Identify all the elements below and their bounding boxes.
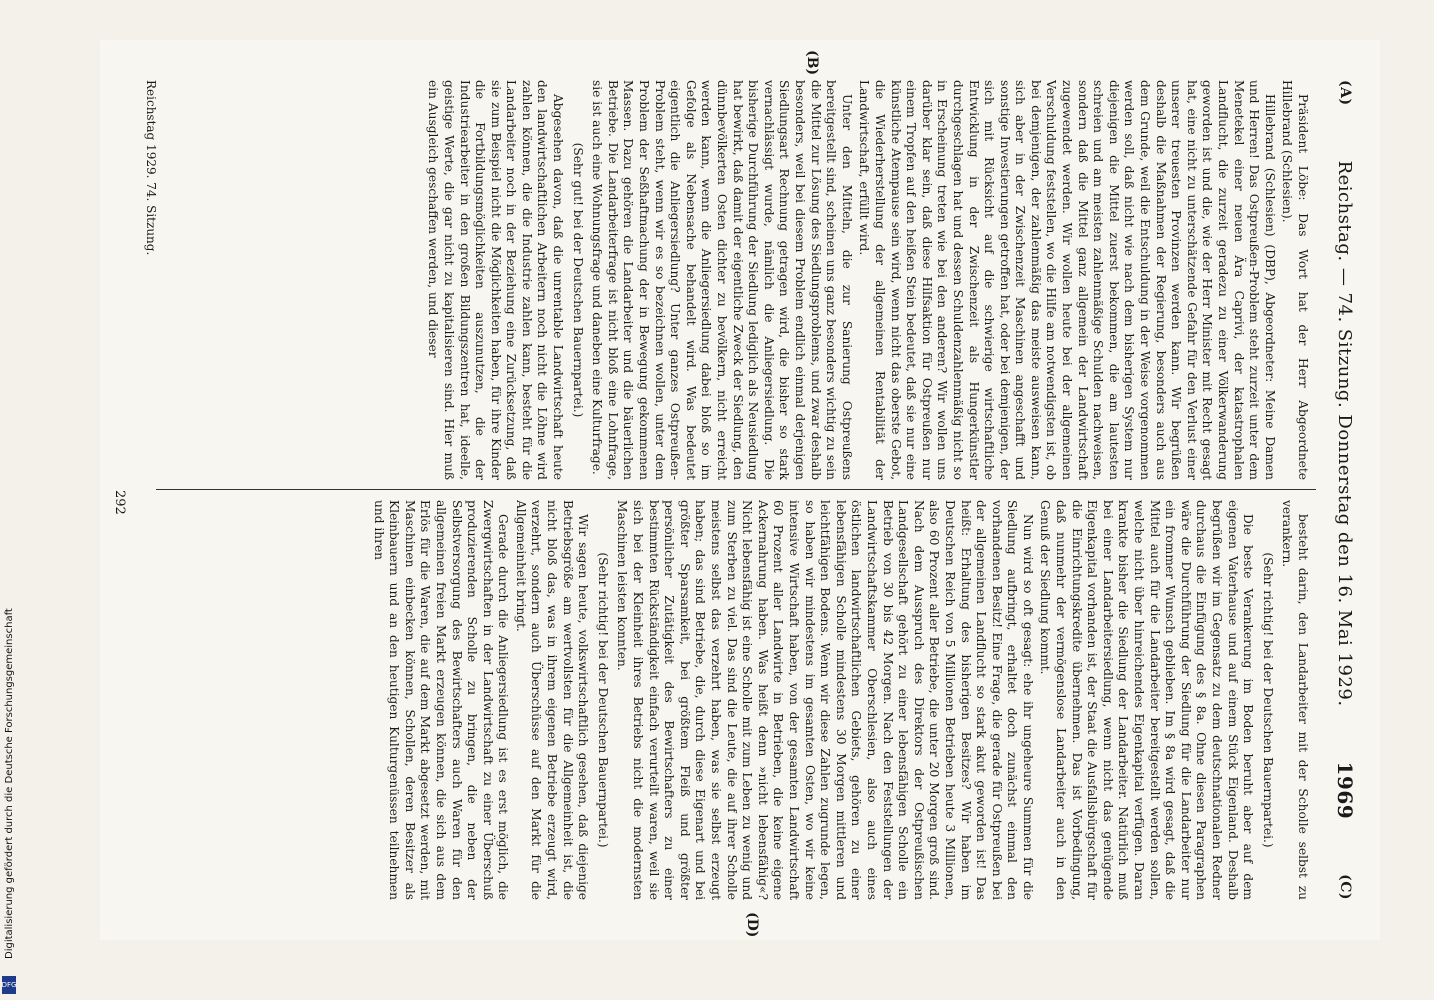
paragraph: besteht darin, den Landarbeiter mit der Scholle selbst zu verankern.: [1280, 500, 1310, 900]
digitization-credit: [4, 0, 20, 1000]
paragraph: Unter den Mitteln, die zur Sanierung Ostpreußens bereitgestellt sind, scheinen uns ganz besonders wichtig zu sein die Mittel zur Lösung des Siedlungsproblems, und zwar deshalb besonders, weil bei diesem Problem endlich einmal derjenigen Siedlungsart Rechnung getragen wird, die bisher so stark vernachlässigt wurde, nämlich die Anliegersiedlung. Die bisherige Durchführung der Siedlung lediglich als Neusiedlung hat bewirkt, daß damit der eigentliche Zweck der Siedlung, den dünnbevölkerten Osten dichter zu bevölkern, nicht erreicht werden kann, wenn die Anliegersiedlung dabei bloß so im Gefolge als Nebensache behandelt wird. Was bedeutet eigentlich die Anliegersiedlung? Unter ganzes Ostpreußen-Problem steht, wenn wir es so bezeichnen wollen, unter dem Problem der Seßhaftmachung der in Bewegung gekommenen Massen. Dazu gehören die Landarbeiter und die bäuerlichen Betriebe. Die Landarbeiterfrage ist nicht bloß eine Lohnfrage, sie ist auch eine Wohnungsfrage und daneben eine Kulturfrage.: [590, 80, 854, 480]
paragraph: Gerade durch die Anliegersiedlung ist es erst möglich, die Zwergwirtschaften in der Landwirtschaft zu einer Überschuß produzierenden Scholle zu bringen, die neben der Selbstversorgung des Bewirtschafters auch Waren für den allgemeinen freien Markt erzeugen können, die sich aus dem Erlös für die Waren, die auf dem Markt abgesetzt werden, mit Maschinen einbecken können, Schollen, deren Besitzer als Kleinbauern und an den heutigen Kulturgenüssen teilnehmen und ihren: [371, 500, 511, 900]
paragraph: Abgesehen davon, daß die unrentable Landwirtschaft heute den landwirtschaftlichen Arbeitern noch nicht die Löhne wird zahlen können, die die Industrie zahlen kann, besteht für die Landarbeiter noch in der Beziehung eine Zurücksetzung, daß sie zum Beispiel nicht die Möglichkeiten haben, für ihre Kinder die Fortbildungsmöglichkeiten auszunutzen, die der Industriearbeiter in den großen Bildungszentren hat, ideelle, geistige Werte, die gar nicht zu kapitalisieren sind. Hier muß ein Ausgleich geschaffen werden, und dieser: [426, 80, 566, 480]
left-column: [160, 80, 1310, 480]
marker-c: (C): [1337, 874, 1353, 900]
scanned-page: [100, 40, 1380, 940]
paragraph: Hillebrand (Schlesien) (DBP), Abgeordneter: Meine Damen und Herren! Das Ostpreußen-Problem steht zurzeit unter dem Menetekel einer neuen Ära Caprivi, der katastrophalen Landflucht, die zurzeit geradezu zu einer Völkerwanderung geworden ist und die, wie der Herr Minister mit Recht gesagt hat, eine nicht zu unterschätzende Gefahr für den Verlust einer unserer treuesten Provinzen werden kann. Wir begrüßen deshalb die Maßnahmen der Regierung, besonders auch aus dem Grunde, weil die Entschuldung in der Weise vorgenommen werden soll, daß nicht wie nach dem bisherigen System nur diejenigen die Mittel zuerst bekommen, die am lautesten schreien und am meisten zahlenmäßige Schulden nachweisen, sondern daß die Mittel ganz allgemein der Landwirtschaft zugewendet werden. Wir wollen heute bei der allgemeinen Verschuldung feststellen, wo die Hilfe am notwendigsten ist, ob bei demjenigen, der zahlenmäßig das meiste ausweisen kann, sich aber in der Zwischenzeit Maschinen angeschafft und sonstige Investierungen getroffen hat, oder bei demjenigen, der sich mit Rücksicht auf die schwierige wirtschaftliche Entwicklung in der Zwischenzeit als Hungerkünstler durchgeschlagen hat und dessen Schuldenzahlenmäßig nicht so in Erscheinung treten wie bei den anderen? Wir wollen uns darüber klar sein, daß diese Hilfsaktion für Ostpreußen nur einem Tropfen auf den heißen Stein bedeutet, daß sie nur eine künstliche Atempause sein wird, wenn nicht das oberste Gebot, die Wiederherstellung der allgemeinen Rentabilität der Landwirtschaft, erfüllt wird.: [857, 80, 1277, 480]
column-divider: [156, 489, 1316, 490]
interjection: (Sehr gut! bei der Deutschen Bauernpartei.): [570, 142, 585, 418]
speaker-intro: Präsident Löbe: Das Wort hat der Herr Abgeordnete Hillebrand (Schlesien).: [1280, 80, 1310, 480]
page-header: [1328, 80, 1362, 900]
interjection: (Sehr richtig! bei der Deutschen Bauernpartei.): [1260, 552, 1275, 848]
interjection: (Sehr richtig! bei der Deutschen Bauernpartei.): [595, 552, 610, 848]
paragraph: Wir sagen heute, volkswirtschaftlich gesehen, daß diejenige Betriebsgröße am wertvollsten für die Allgemeinheit ist, die nicht bloß das, was in ihrem eigenen Betriebe erzeugt wird, verzehrt, sondern auch Überschüsse auf den Markt für die Allgemeinheit bringt.: [513, 500, 591, 900]
dfg-logo: DFG: [2, 976, 16, 994]
footer-page-number: 292: [112, 490, 127, 515]
marker-a: (A): [1337, 80, 1353, 106]
page-number: 1969: [1333, 761, 1357, 820]
marker-b: (B): [804, 50, 820, 76]
footer-session: Reichstag 1929. 74. Sitzung.: [144, 80, 158, 256]
marker-d: (D): [744, 912, 760, 938]
digitization-credit-text: Digitalisierung gefördert durch die Deutsche Forschungsgemeinschaft: [4, 608, 15, 959]
paragraph: Die beste Verankerung im Boden beruht aber auf dem eigenen Vaterhause und auf einem Stück Eigenland. Deshalb begrüßen wir im Gegensatz zu dem deutschnationalen Redner durchaus die Einfügung des § 8a. Ohne diesen Paragraphen wäre die Durchführung der Siedlung für die Landarbeiter nur ein frommer Wunsch geblieben. Im § 8a wird gesagt, daß die Mittel auch für die Landarbeiter bereitgestellt werden sollen, welche nicht über hinreichendes Eigenkapital verfügen. Daran krankte bisher die Siedlung der Landarbeiter. Natürlich muß bei einer Landarbeitersiedlung, wenn nicht das genügende Eigenkapital vorhanden ist, der Staat die Ausfallsbürgschaft für die Einrichtungskredite übernehmen. Das ist Vorbedingung, daß nunmehr der vermögenslose Landarbeiter auch in den Genuß der Siedlung kommt.: [1038, 500, 1256, 900]
page-header-title: Reichstag. — 74. Sitzung. Donnerstag den 16. Mai 1929.: [1334, 160, 1356, 707]
paragraph: Nun wird so oft gesagt: ehe ihr ungeheure Summen für die Siedlung aufbringt, erhaltet doch zunächst einmal den vorhandenen Besitz! Eine Frage, die gerade für Ostpreußen bei der allgemeinen Landflucht so stark akut geworden ist! Das heißt: Erhaltung des bisherigen Besitzes? Wir haben im Deutschen Reich von 5 Millionen Betrieben heute 3 Millionen, also 60 Prozent aller Betriebe, die unter 20 Morgen groß sind. Nach dem Ausspruch des Direktors der Ostpreußischen Landgesellschaft gehört zu einer lebensfähigen Scholle ein Betrieb von 30 bis 42 Morgen. Nach den Feststellungen der Landwirtschaftskammer Oberschlesien, also auch eines östlichen landwirtschaftlichen Gebiets, gehören zu einer lebensfähigen Scholle mindestens 30 Morgen mittleren und leichtfähigen Bodens. Wenn wir diese Zahlen zugrunde legen, so haben wir mindestens im gesamten Osten, wo wir keine intensive Wirtschaft haben, von der gesamten Landwirtschaft 60 Prozent aller Landwirte in Betrieben, die keine eigene Ackernahrung haben. Was heißt denn »nicht lebensfähig«? Nicht lebensfähig ist eine Scholle mit zum Leben zu wenig und zum Sterben zu viel. Das sind die Leute, die auf ihrer Scholle meistens selbst das verzehrt haben, was sie selbst erzeugt haben; das sind Betriebe, die, durch diese Eigenart und bei größter Sparsamkeit, bei größtem Fleiß und größter persönlicher Zutätigkeit des Bewirtschafters zu einer bestimmten Rückständigkeit einfach verurteilt waren, weil sie sich bei der Kleinheit ihres Betriebs nicht die modernsten Maschinen leisten konnten.: [615, 500, 1035, 900]
right-column: [160, 500, 1310, 900]
